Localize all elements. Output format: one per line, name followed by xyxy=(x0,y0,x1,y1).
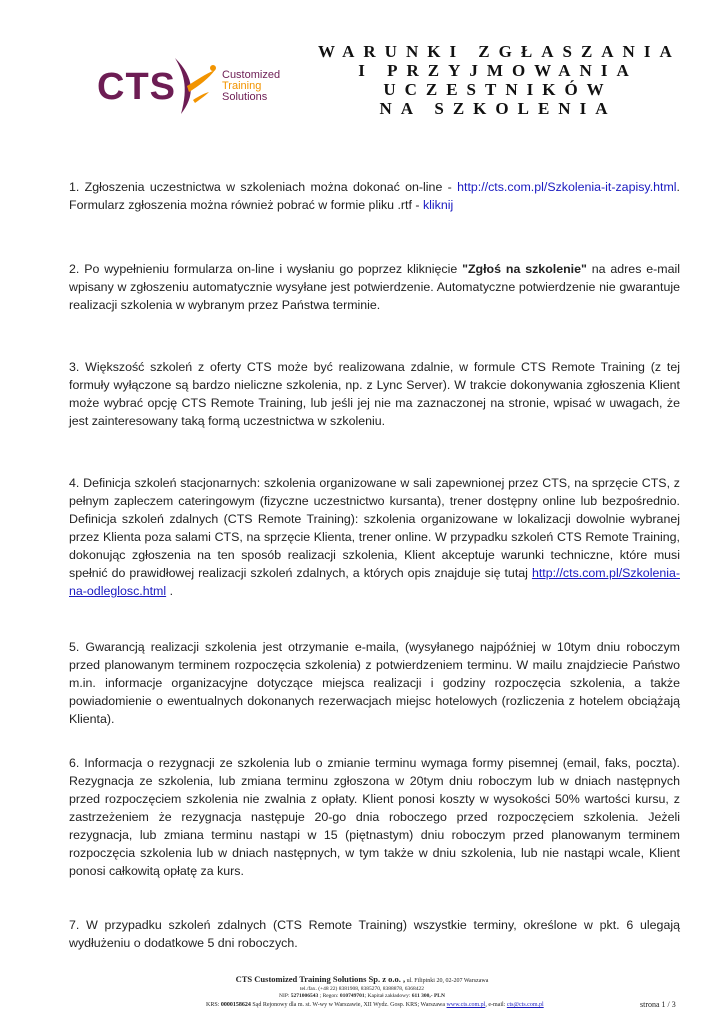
footer-capital-label: ; Kapitał zakładowy: xyxy=(364,993,412,999)
logo-tag-line2: Training xyxy=(222,80,262,92)
signup-link[interactable]: http://cts.com.pl/Szkolenia-it-zapisy.html xyxy=(457,180,677,194)
footer-krs-label: KRS: xyxy=(206,1002,221,1008)
p1-text-a: 1. Zgłoszenia uczestnictwa w szkoleniach można dokonać on-line - xyxy=(69,180,458,194)
paragraph-2 xyxy=(69,260,680,314)
logo-brand: CTS xyxy=(97,66,176,108)
p2-text-a: 2. Po wypełnieniu formularza on-line i wysłaniu go poprzez kliknięcie xyxy=(69,262,463,276)
paragraph-1 xyxy=(69,178,680,214)
logo-tag-line1: Customized xyxy=(222,69,281,81)
footer-regon: 010749701 xyxy=(339,993,365,999)
logo-tagline xyxy=(222,70,280,103)
paragraph-5: 5. Gwarancją realizacji szkolenia jest otrzymanie e-maila, (wysyłanego najpóźniej w 10tym dniu roboczym przed planowanym terminem rozpoczęcia szkolenia) z potwierdzeniem terminu. W mailu znajdziecie Państwo m.in. informacje organizacyjne dotyczące miejsca realizacji i godziny rozpoczęcia szkolenia, a także powiadomienie o ewentualnych dokonanych rezerwacjach miejsc hotelowych (rozliczenia z hotelem obciążają Klienta). xyxy=(69,640,680,726)
footer-krs-line xyxy=(206,1001,544,1009)
page-number: strona 1 / 3 xyxy=(640,1000,676,1009)
download-form-link[interactable]: kliknij xyxy=(422,198,454,212)
document-title xyxy=(318,42,681,118)
remote-training-link[interactable]: http://cts.com.pl/Szkolenia-na-odleglosc.html xyxy=(69,566,680,598)
p2-text-b: na adres e-mail wpisany w zgłoszeniu automatycznie wysyłane jest potwierdzenie. Automatyczne potwierdzenie nie gwarantuje realizacji szkolenia w wybranym przez Państwa terminie. xyxy=(69,262,681,312)
title-line-1: WARUNKI ZGŁASZANIA xyxy=(318,42,681,61)
p4-text-a: 4. Definicja szkoleń stacjonarnych: szkolenia organizowane w sali zapewnionej przez CTS, na sprzęcie CTS, z pełnym zapleczem cateringowym (fizyczne uczestnictwo kursanta), trener dostępny online lub bezpośrednio. Definicja szkoleń zdalnych (CTS Remote Training): szkolenia organizowane w lokalizacji dowolnie wybranej przez Klienta poza salami CTS, na sprzęcie Klienta, trener online. W przypadku szkoleń CTS Remote Training, dokonując zgłoszenia na ten sposób realizacji szkolenia, Klient akceptuje warunki techniczne, które musi spełnić do prawidłowej realizacji szkoleń zdalnych, a których opis znajduje się tutaj xyxy=(69,476,680,580)
footer-company: CTS Customized Training Solutions Sp. z o.o. , xyxy=(235,974,406,984)
footer-phone: tel./fax. (+48 22) 8381908, 8385270, 8388878, 6368422 xyxy=(300,986,424,992)
footer-email-link[interactable]: cts@cts.com.pl xyxy=(506,1002,544,1008)
title-line-2: I PRZYJMOWANIA xyxy=(358,61,638,80)
footer-capital: 611 300,- PLN xyxy=(411,993,445,999)
paragraph-4 xyxy=(69,474,680,600)
p1-text-b: . Formularz zgłoszenia można również pobrać w formie pliku .rtf - xyxy=(69,180,680,212)
paragraph-7: 7. W przypadku szkoleń zdalnych (CTS Remote Training) wszystkie terminy, określone w pkt. 6 ulegają wydłużeniu o dodatkowe 5 dni roboczych. xyxy=(69,918,680,950)
title-line-4: NA SZKOLENIA xyxy=(379,99,617,118)
page-footer xyxy=(0,974,724,1009)
footer-regon-label: ; Regon: xyxy=(318,993,340,999)
footer-court: Sąd Rejonowy dla m. st. W-wy w Warszawie, XII Wydz. Gosp. KRS; Warszawa xyxy=(250,1002,447,1008)
footer-nip-label: NIP: xyxy=(279,993,291,999)
footer-www-link[interactable]: www.cts.com.pl xyxy=(446,1002,486,1008)
title-line-3: UCZESTNIKÓW xyxy=(383,80,613,99)
p2-bold: "Zgłoś na szkolenie" xyxy=(462,262,587,276)
footer-krs: 0000158624 xyxy=(220,1002,251,1008)
footer-email-label: , e-mail: xyxy=(485,1002,507,1008)
company-logo xyxy=(97,56,287,116)
paragraph-3: 3. Większość szkoleń z oferty CTS może być realizowana zdalnie, w formule CTS Remote Training (z tej formuły wyłączone są bardzo nieliczne szkolenia, np. z Lync Server). W trakcie dokonywania zgłoszenia Klient może wybrać opcję CTS Remote Training, lub jeśli jej nie ma zaznaczonej na stronie, wpisać w uwagach, że jest zainteresowany taką formą uczestnictwa w szkoleniu. xyxy=(69,360,680,428)
footer-registry xyxy=(0,993,724,1000)
logo-tag-line3: Solutions xyxy=(222,91,268,103)
footer-nip: 5271006543 xyxy=(290,993,319,999)
footer-address: ul. Filipinki 20, 02-207 Warszawa xyxy=(405,978,489,984)
footer-company-line xyxy=(0,974,724,986)
logo-swoosh-icon xyxy=(169,56,219,116)
p4-text-b: . xyxy=(166,584,174,598)
paragraph-6: 6. Informacja o rezygnacji ze szkolenia lub o zmianie terminu wymaga formy pisemnej (email, faks, poczta). Rezygnacja ze szkolenia, lub zmiana terminu zgłoszona w 20tym dniu roboczym lub w dniach następnych przed rozpoczęciem szkolenia nie zwalnia z opłaty. Klient ponosi koszty w wysokości 50% wartości kursu, z zastrzeżeniem że rezygnacja następuje 20-go dnia roboczego przed rozpoczęciem szkolenia. Jeżeli rezygnacja, lub zmiana terminu nastąpi w 15 (piętnastym) dniu roboczym przed planowanym terminem rozpoczęcia szkolenia lub w dniach następnych, w tym także w dniu szkolenia, lub nie nastąpi wcale, Klient ponosi całkowitą opłatę za kurs. xyxy=(69,756,680,878)
